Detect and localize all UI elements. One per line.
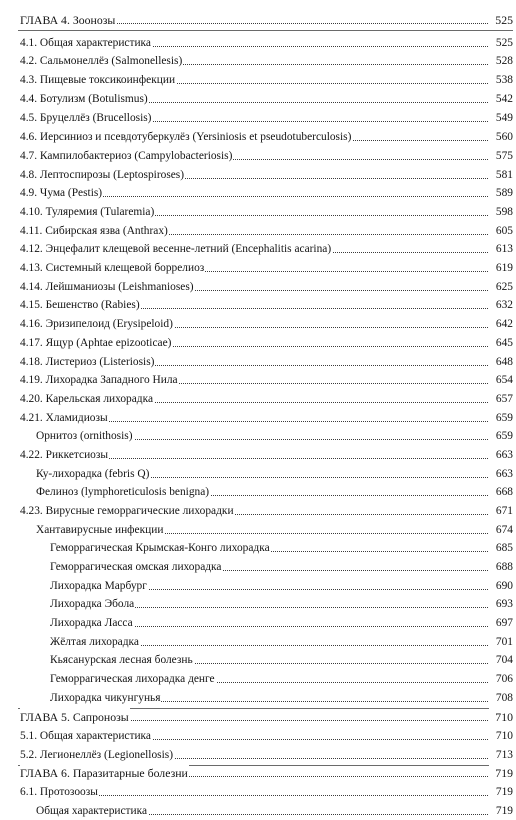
toc-entry-page: 690	[489, 577, 513, 595]
toc-entry-title: Лихорадка Марбург	[50, 577, 148, 595]
toc-entry-title: 4.23. Вирусные геморрагические лихорадки	[20, 502, 235, 520]
toc-entry-page: 693	[489, 595, 513, 613]
toc-entry[interactable]	[0, 52, 516, 70]
toc-entry-page: 632	[489, 296, 513, 314]
toc-entry-title: ГЛАВА 4. Зоонозы	[20, 13, 116, 27]
toc-entry-title: 5.1. Общая характеристика	[20, 727, 152, 745]
toc-entry-title: 5.2. Легионеллёз (Legionellosis)	[20, 746, 174, 764]
toc-entry[interactable]	[0, 222, 516, 240]
toc-entry-page: 619	[489, 259, 513, 277]
toc-entry[interactable]	[0, 128, 516, 146]
toc-entry[interactable]	[0, 483, 516, 501]
toc-entry-title: 4.4. Ботулизм (Botulismus)	[20, 90, 149, 108]
toc-entry[interactable]	[0, 315, 516, 333]
toc-entry-page: 697	[489, 614, 513, 632]
toc-entry-page: 674	[489, 521, 513, 539]
toc-entry[interactable]	[0, 670, 516, 688]
toc-entry-page: 642	[489, 315, 513, 333]
toc-entry-page: 659	[489, 427, 513, 445]
toc-entry-title: 4.19. Лихорадка Западного Нила	[20, 371, 179, 389]
toc-entry[interactable]	[0, 371, 516, 389]
toc-entry-title: 4.8. Лептоспирозы (Leptospiroses)	[20, 166, 185, 184]
toc-entry-title: Геморрагическая лихорадка денге	[50, 670, 216, 688]
toc-entry[interactable]	[0, 353, 516, 371]
toc-entry-title: ГЛАВА 5. Сапронозы	[20, 710, 129, 724]
toc-entry-page: 625	[489, 278, 513, 296]
toc-chapter-entry[interactable]	[0, 764, 516, 782]
toc-entry-title: 4.2. Сальмонеллёз (Salmonellesis)	[20, 52, 183, 70]
toc-entry-page: 701	[489, 633, 513, 651]
toc-entry-page: 581	[489, 166, 513, 184]
toc-entry[interactable]	[0, 689, 516, 707]
toc-entry-page: 708	[489, 689, 513, 707]
toc-entry[interactable]	[0, 240, 516, 258]
toc-entry-page: 671	[489, 502, 513, 520]
toc-entry[interactable]	[0, 166, 516, 184]
toc-entry-title: 4.22. Риккетсиозы	[20, 446, 109, 464]
toc-entry-title: 4.17. Ящур (Aphtae epizooticae)	[20, 334, 172, 352]
toc-entry[interactable]	[0, 577, 516, 595]
toc-entry-title: 6.1. Протозоозы	[20, 783, 99, 801]
toc-entry-title: Кьясанурская лесная болезнь	[50, 651, 194, 669]
toc-entry-page: 719	[489, 764, 513, 782]
toc-entry-title: 4.16. Эризипелоид (Erysipeloid)	[20, 315, 174, 333]
toc-entry-page: 713	[489, 746, 513, 764]
toc-entry-page: 654	[489, 371, 513, 389]
toc-entry-page: 663	[489, 465, 513, 483]
toc-entry-page: 659	[489, 409, 513, 427]
toc-entry-title: 4.5. Бруцеллёз (Brucellosis)	[20, 109, 152, 127]
toc-entry[interactable]	[0, 802, 516, 820]
toc-entry-title: Геморрагическая омская лихорадка	[50, 558, 222, 576]
toc-entry-page: 528	[489, 52, 513, 70]
toc-entry-title: 4.21. Хламидиозы	[20, 409, 109, 427]
toc-entry-title: Хантавирусные инфекции	[36, 521, 164, 539]
toc-entry-title: 4.20. Карельская лихорадка	[20, 390, 154, 408]
toc-entry-title: 4.15. Бешенство (Rabies)	[20, 296, 141, 314]
toc-entry[interactable]	[0, 746, 516, 764]
toc-entry-page: 710	[489, 727, 513, 745]
toc-entry-title: 4.18. Листериоз (Listeriosis)	[20, 353, 155, 371]
toc-entry[interactable]	[0, 558, 516, 576]
toc-entry[interactable]	[0, 71, 516, 89]
toc-entry[interactable]	[0, 633, 516, 651]
toc-entry-page: 648	[489, 353, 513, 371]
toc-entry-title: Геморрагическая Крымская-Конго лихорадка	[50, 539, 271, 557]
toc-entry-page: 685	[489, 539, 513, 557]
toc-entry[interactable]	[0, 651, 516, 669]
toc-entry[interactable]	[0, 446, 516, 464]
toc-entry[interactable]	[0, 90, 516, 108]
toc-entry[interactable]	[0, 296, 516, 314]
toc-entry-title: Лихорадка чикунгунья	[50, 689, 161, 707]
toc-entry-title: Орнитоз (ornithosis)	[36, 427, 134, 445]
toc-entry-title: 4.9. Чума (Pestis)	[20, 184, 103, 202]
toc-entry-page: 719	[489, 802, 513, 820]
toc-entry[interactable]	[0, 109, 516, 127]
toc-entry-title: Фелиноз (lymphoreticulosis benigna)	[36, 483, 210, 501]
toc-entry[interactable]	[0, 502, 516, 520]
toc-entry-title: Общая характеристика	[36, 802, 148, 820]
toc-entry[interactable]	[0, 184, 516, 202]
toc-entry-page: 719	[489, 783, 513, 801]
toc-entry-page: 575	[489, 147, 513, 165]
toc-entry-title: 4.13. Системный клещевой боррелиоз	[20, 259, 205, 277]
toc-entry[interactable]	[0, 409, 516, 427]
toc-entry-page: 525	[489, 34, 513, 52]
toc-entry-page: 613	[489, 240, 513, 258]
toc-entry-page: 706	[489, 670, 513, 688]
toc-entry-page: 668	[489, 483, 513, 501]
toc-entry[interactable]	[0, 390, 516, 408]
toc-entry-page: 710	[489, 708, 513, 726]
toc-entry-title: ГЛАВА 6. Паразитарные болезни	[20, 766, 188, 780]
toc-entry-page: 589	[489, 184, 513, 202]
toc-entry[interactable]	[0, 259, 516, 277]
toc-entry-page: 525	[489, 11, 513, 29]
toc-entry-title: 4.7. Кампилобактериоз (Campylobacteriosis)	[20, 147, 233, 165]
toc-entry-title: Ку-лихорадка (febris Q)	[36, 465, 150, 483]
toc-chapter-entry[interactable]	[0, 708, 516, 726]
toc-entry[interactable]	[0, 727, 516, 745]
toc-entry-title: 4.6. Иерсиниоз и псевдотуберкулёз (Yersiniosis et pseudotuberculosis)	[20, 128, 352, 146]
toc-entry-page: 538	[489, 71, 513, 89]
toc-entry-title: Жёлтая лихорадка	[50, 633, 140, 651]
toc-entry[interactable]	[0, 278, 516, 296]
toc-entry-title: 4.11. Сибирская язва (Anthrax)	[20, 222, 169, 240]
toc-entry-page: 560	[489, 128, 513, 146]
toc-entry[interactable]	[0, 783, 516, 801]
toc-entry-title: 4.10. Туляремия (Tularemia)	[20, 203, 155, 221]
toc-entry-page: 704	[489, 651, 513, 669]
section-divider	[18, 30, 513, 31]
toc-entry[interactable]	[0, 595, 516, 613]
toc-entry-page: 688	[489, 558, 513, 576]
toc-entry-title: 4.12. Энцефалит клещевой весенне-летний (Encephalitis acarina)	[20, 240, 332, 258]
toc-entry-title: 4.1. Общая характеристика	[20, 34, 152, 52]
toc-entry-page: 663	[489, 446, 513, 464]
toc-entry-title: 4.14. Лейшманиозы (Leishmanioses)	[20, 278, 195, 296]
toc-entry-page: 542	[489, 90, 513, 108]
toc-entry[interactable]	[0, 465, 516, 483]
toc-entry[interactable]	[0, 203, 516, 221]
toc-entry[interactable]	[0, 147, 516, 165]
toc-chapter-entry[interactable]	[0, 11, 516, 29]
toc-entry[interactable]	[0, 427, 516, 445]
toc-entry-page: 657	[489, 390, 513, 408]
toc-entry-page: 605	[489, 222, 513, 240]
toc-entry[interactable]	[0, 334, 516, 352]
toc-entry-title: Лихорадка Эбола	[50, 595, 135, 613]
toc-entry-page: 645	[489, 334, 513, 352]
toc-entry-title: Лихорадка Ласса	[50, 614, 134, 632]
toc-entry-page: 549	[489, 109, 513, 127]
toc-entry[interactable]	[0, 539, 516, 557]
toc-entry[interactable]	[0, 34, 516, 52]
toc-entry[interactable]	[0, 521, 516, 539]
toc-entry[interactable]	[0, 614, 516, 632]
toc-entry-title: 4.3. Пищевые токсикоинфекции	[20, 71, 176, 89]
toc-entry-page: 598	[489, 203, 513, 221]
